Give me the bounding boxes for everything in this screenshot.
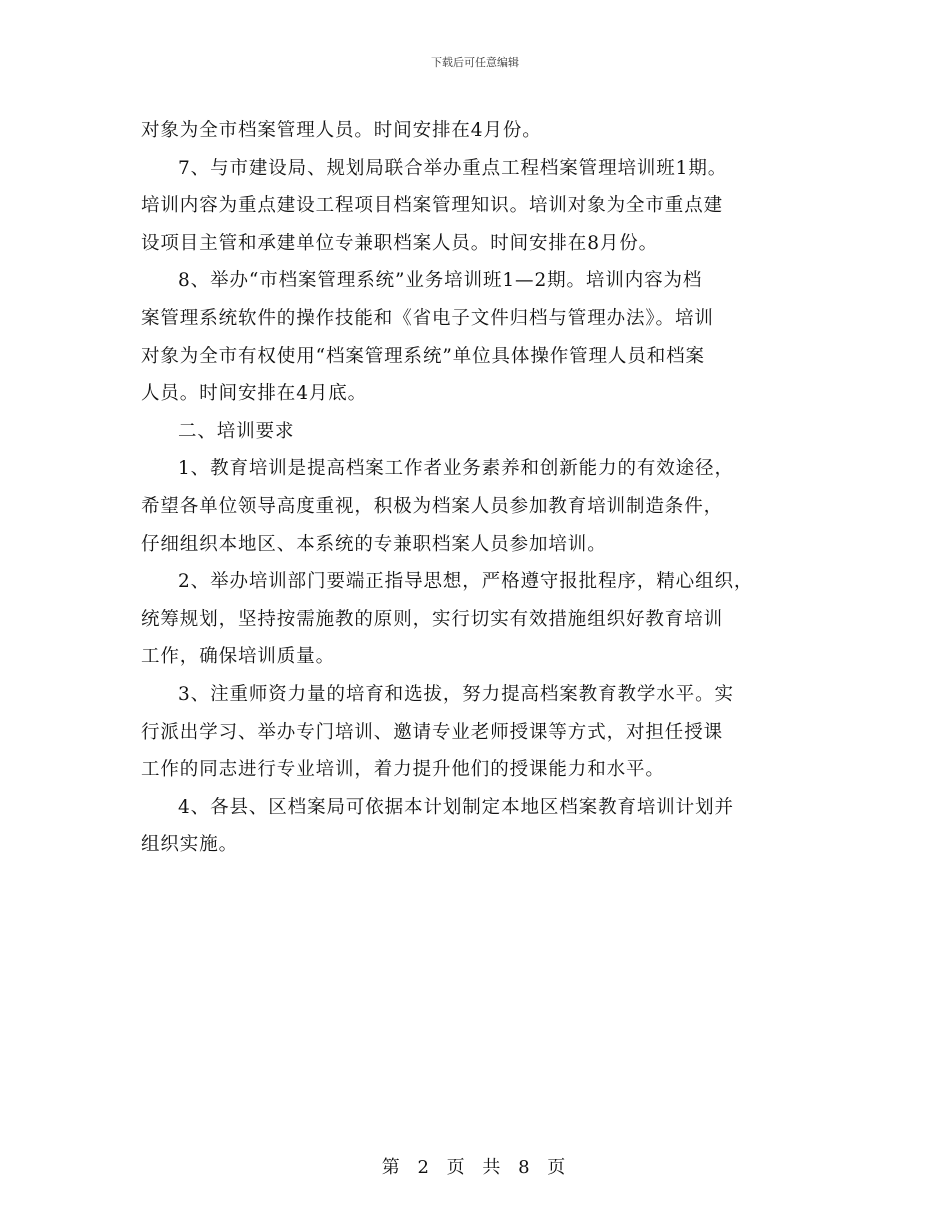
text-line: 案管理系统软件的操作技能和《省电子文件归档与管理办法》。培训 (141, 307, 714, 329)
text-line: 培训内容为重点建设工程项目档案管理知识。培训对象为全市重点建 (141, 195, 724, 217)
section-heading: 二、培训要求 (178, 420, 295, 442)
text-line: 工作的同志进行专业培训，着力提升他们的授课能力和水平。 (141, 759, 665, 781)
text-line: 对象为全市有权使用“档案管理系统”单位具体操作管理人员和档案 (141, 345, 705, 367)
text-line: 4、各县、区档案局可依据本计划制定本地区档案教育培训计划并 (178, 796, 734, 818)
page-header: 下载后可任意编辑 (431, 56, 519, 69)
document-body (141, 112, 811, 864)
text-line: 人员。时间安排在4月底。 (141, 383, 368, 405)
text-line: 组织实施。 (141, 834, 239, 856)
text-line: 2、举办培训部门要端正指导思想，严格遵守报批程序，精心组织， (178, 571, 754, 593)
text-line: 1、教育培训是提高档案工作者业务素养和创新能力的有效途径， (178, 458, 734, 480)
text-line: 7、与市建设局、规划局联合举办重点工程档案管理培训班1期。 (178, 157, 728, 179)
text-line: 3、注重师资力量的培育和选拔，努力提高档案教育教学水平。实 (178, 683, 734, 705)
text-line: 行派出学习、举办专门培训、邀请专业老师授课等方式，对担任授课 (141, 721, 724, 743)
text-line: 对象为全市档案管理人员。时间安排在4月份。 (141, 120, 542, 141)
text-line: 8、举办“市档案管理系统”业务培训班1—2期。培训内容为档 (178, 270, 703, 292)
page-number: 第 2 页 共 8 页 (381, 1157, 569, 1178)
text-line: 设项目主管和承建单位专兼职档案人员。时间安排在8月份。 (141, 232, 659, 254)
text-line: 希望各单位领导高度重视，积极为档案人员参加教育培训制造条件， (141, 495, 724, 517)
text-line: 统筹规划，坚持按需施教的原则，实行切实有效措施组织好教育培训 (141, 608, 724, 630)
text-line: 工作，确保培训质量。 (141, 646, 336, 668)
text-line: 仔细组织本地区、本系统的专兼职档案人员参加培训。 (141, 533, 607, 555)
